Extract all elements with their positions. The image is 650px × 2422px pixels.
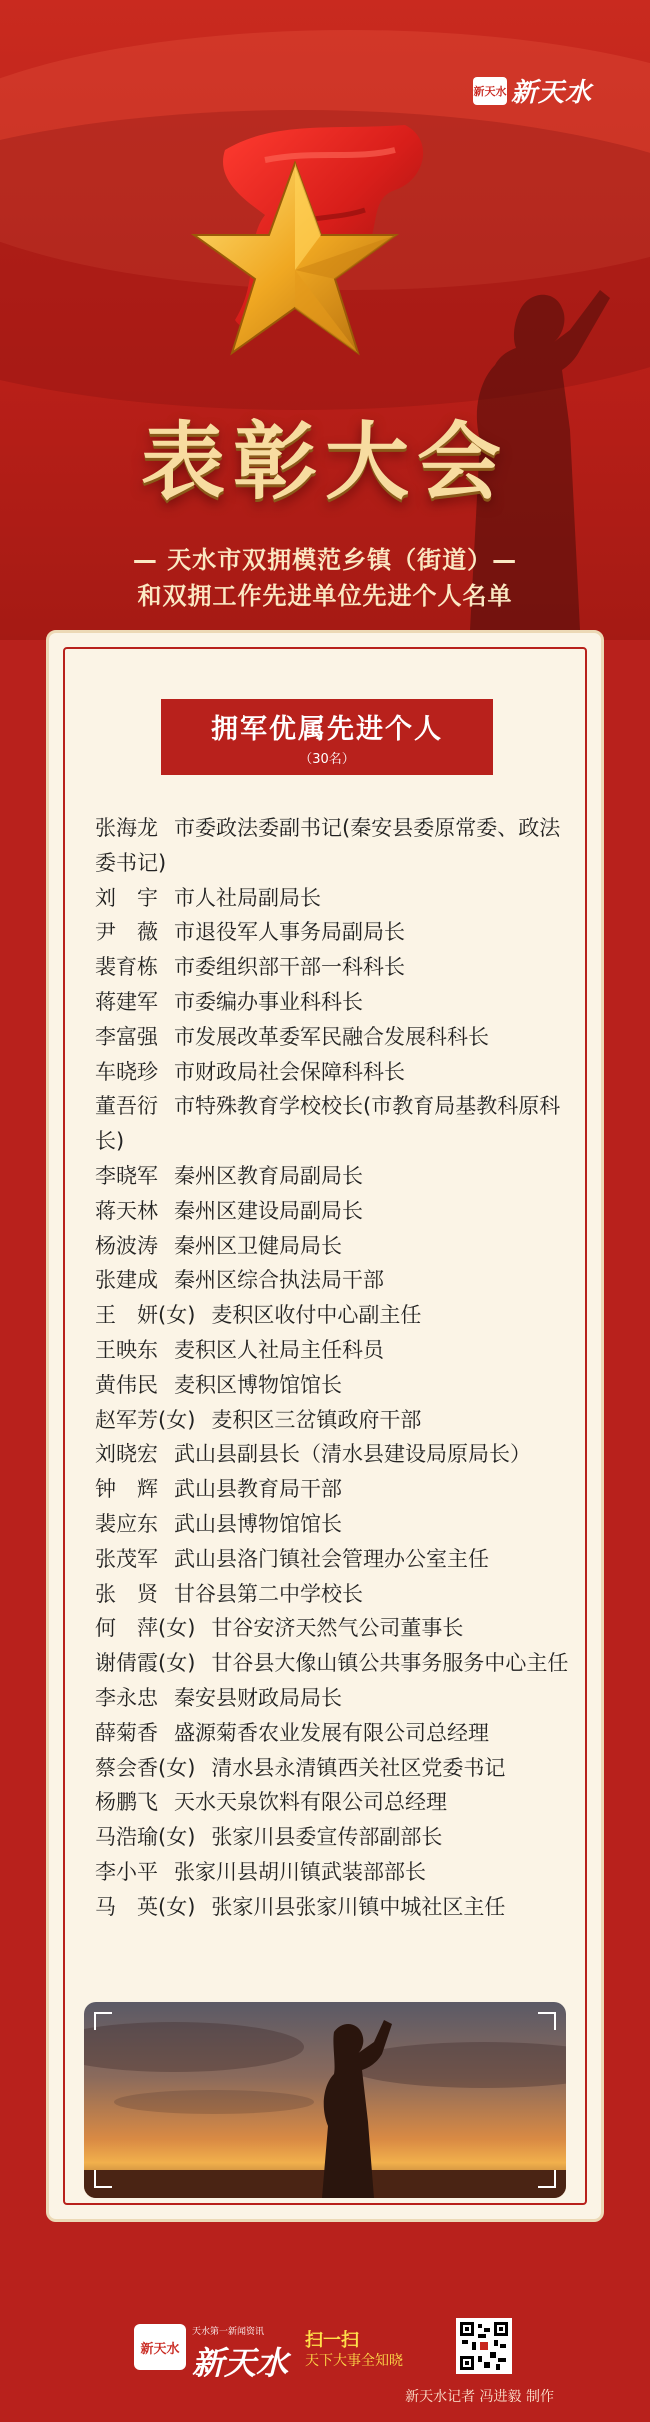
honoree-item bbox=[95, 1785, 575, 1820]
photo-corner bbox=[94, 2012, 112, 2030]
honoree-title: 市财政局社会保障科科长 bbox=[174, 1059, 405, 1084]
honoree-title: 张家川县委宣传部副部长 bbox=[211, 1825, 443, 1850]
honoree-item bbox=[95, 881, 575, 916]
section-title: 拥军优属先进个人 bbox=[211, 714, 443, 745]
honoree-item bbox=[95, 1403, 575, 1438]
honoree-title: 市发展改革委军民融合发展科科长 bbox=[174, 1024, 489, 1049]
honoree-item bbox=[95, 950, 575, 985]
honoree-item bbox=[95, 1194, 575, 1229]
footer-slogan-news: 天下大事全知晓 bbox=[305, 2353, 403, 2369]
honoree-item bbox=[95, 1577, 575, 1612]
honoree-name: 刘 宇 bbox=[95, 885, 158, 910]
honoree-title: 市委组织部干部一科科长 bbox=[174, 955, 405, 980]
brand-logo bbox=[473, 72, 592, 109]
honoree-name: 何 萍(女) bbox=[95, 1616, 196, 1641]
honoree-name: 蒋建军 bbox=[95, 989, 158, 1014]
honoree-title: 甘谷安济天然气公司董事长 bbox=[211, 1616, 464, 1641]
honoree-name: 马浩瑜(女) bbox=[95, 1825, 196, 1850]
honoree-name: 赵军芳(女) bbox=[95, 1407, 196, 1432]
honoree-title: 市退役军人事务局副局长 bbox=[174, 920, 405, 945]
honoree-name: 张海龙 bbox=[95, 816, 158, 840]
honoree-name: 张茂军 bbox=[95, 1546, 158, 1571]
soldier-silhouette-icon bbox=[84, 2002, 566, 2198]
footer-slogan-scan: 扫一扫 bbox=[305, 2330, 359, 2351]
honoree-name: 李富强 bbox=[95, 1024, 158, 1049]
page-title: 表彰大会 bbox=[140, 412, 509, 511]
honoree-item bbox=[95, 811, 575, 881]
honoree-title: 张家川县胡川镇武装部部长 bbox=[174, 1859, 426, 1884]
subtitle-line2: 和双拥工作先进单位先进个人名单 bbox=[137, 582, 513, 610]
honoree-title: 秦安县财政局局长 bbox=[174, 1685, 342, 1710]
section-count: （30名） bbox=[299, 752, 355, 767]
honoree-title: 市人社局副局长 bbox=[174, 885, 321, 910]
honoree-name: 蔡会香(女) bbox=[95, 1755, 196, 1780]
honoree-title: 武山县副县长（清水县建设局原局长） bbox=[174, 1442, 531, 1467]
honoree-name: 李永忠 bbox=[95, 1685, 158, 1710]
honoree-name: 黄伟民 bbox=[95, 1372, 158, 1397]
honoree-name: 张 贤 bbox=[95, 1581, 158, 1606]
honoree-item bbox=[95, 1055, 575, 1090]
honoree-title: 麦积区博物馆馆长 bbox=[174, 1372, 342, 1397]
honoree-item bbox=[95, 1890, 575, 1925]
footer-badge: 新天水 bbox=[134, 2324, 186, 2370]
honoree-item bbox=[95, 1507, 575, 1542]
honoree-title: 天水天泉饮料有限公司总经理 bbox=[174, 1790, 447, 1815]
honoree-item bbox=[95, 1855, 575, 1890]
honoree-title: 麦积区收付中心副主任 bbox=[211, 1303, 422, 1328]
honoree-title: 张家川县张家川镇中城社区主任 bbox=[211, 1894, 506, 1919]
honoree-name: 尹 薇 bbox=[95, 920, 158, 945]
qr-code-icon[interactable] bbox=[456, 2318, 512, 2374]
honoree-name: 李小平 bbox=[95, 1859, 158, 1884]
honoree-item bbox=[95, 1437, 575, 1472]
honoree-title: 武山县博物馆馆长 bbox=[174, 1511, 342, 1536]
honoree-name: 裴应东 bbox=[95, 1511, 158, 1536]
footer-brand-name: 新天水 bbox=[192, 2344, 289, 2382]
honoree-name: 董吾衍 bbox=[95, 1094, 158, 1119]
honoree-item bbox=[95, 1472, 575, 1507]
honoree-item bbox=[95, 1542, 575, 1577]
honoree-name: 薛菊香 bbox=[95, 1720, 158, 1745]
honoree-panel bbox=[46, 630, 604, 2222]
honoree-title: 秦州区卫健局局长 bbox=[174, 1233, 342, 1258]
honoree-item bbox=[95, 915, 575, 950]
honoree-name: 杨鹏飞 bbox=[95, 1790, 158, 1815]
honoree-item bbox=[95, 1298, 575, 1333]
honoree-name: 王 妍(女) bbox=[95, 1303, 196, 1328]
footer bbox=[0, 2240, 650, 2422]
honoree-name: 谢倩霞(女) bbox=[95, 1651, 196, 1676]
honoree-title: 市委政法委副书记(秦安县委原常委、政法委书记) bbox=[95, 816, 561, 875]
brand-badge: 新天水 bbox=[473, 77, 507, 105]
photo-corner bbox=[538, 2012, 556, 2030]
honoree-name: 车晓珍 bbox=[95, 1059, 158, 1084]
hero-banner bbox=[0, 0, 650, 640]
honoree-title: 市特殊教育学校校长(市教育局基教科原科长) bbox=[95, 1094, 561, 1154]
honoree-title: 市委编办事业科科长 bbox=[174, 989, 363, 1014]
honoree-item bbox=[95, 1020, 575, 1055]
subtitle-line1: — 天水市双拥模范乡镇（街道）— bbox=[132, 546, 518, 574]
footer-tagline: 天水第一新闻资讯 bbox=[192, 2327, 265, 2337]
honoree-name: 蒋天林 bbox=[95, 1198, 158, 1223]
qr-pattern bbox=[460, 2322, 508, 2370]
honoree-item bbox=[95, 1089, 575, 1159]
honoree-name: 刘晓宏 bbox=[95, 1442, 158, 1467]
honoree-item bbox=[95, 1611, 575, 1646]
honoree-title: 盛源菊香农业发展有限公司总经理 bbox=[174, 1720, 489, 1745]
honoree-title: 甘谷县第二中学校长 bbox=[174, 1581, 363, 1606]
photo-corner bbox=[538, 2170, 556, 2188]
section-header bbox=[161, 699, 493, 775]
honoree-item bbox=[95, 1159, 575, 1194]
gold-star-icon bbox=[190, 155, 400, 365]
honoree-title: 秦州区建设局副局长 bbox=[174, 1198, 363, 1223]
honoree-name: 张建成 bbox=[95, 1268, 158, 1293]
honoree-title: 武山县洛门镇社会管理办公室主任 bbox=[174, 1546, 489, 1571]
footer-logo bbox=[134, 2324, 186, 2370]
honoree-title: 甘谷县大像山镇公共事务服务中心主任 bbox=[211, 1651, 569, 1676]
honoree-item bbox=[95, 1263, 575, 1298]
brand-name: 新天水 bbox=[510, 78, 592, 108]
honoree-title: 武山县教育局干部 bbox=[174, 1477, 342, 1502]
honoree-item bbox=[95, 1716, 575, 1751]
honoree-title: 麦积区人社局主任科员 bbox=[174, 1337, 384, 1362]
honoree-name: 钟 辉 bbox=[95, 1477, 158, 1502]
honoree-item bbox=[95, 1751, 575, 1786]
honoree-title: 秦州区教育局副局长 bbox=[174, 1163, 363, 1188]
honoree-name: 王映东 bbox=[95, 1337, 158, 1362]
honoree-name: 马 英(女) bbox=[95, 1894, 196, 1919]
honoree-name: 杨波涛 bbox=[95, 1233, 158, 1258]
honoree-item bbox=[95, 1681, 575, 1716]
honoree-item bbox=[95, 1820, 575, 1855]
honoree-title: 秦州区综合执法局干部 bbox=[174, 1268, 384, 1293]
honoree-name: 李晓军 bbox=[95, 1163, 158, 1188]
photo-corner bbox=[94, 2170, 112, 2188]
honoree-item bbox=[95, 1368, 575, 1403]
honoree-title: 清水县永清镇西关社区党委书记 bbox=[211, 1755, 506, 1780]
honoree-title: 麦积区三岔镇政府干部 bbox=[211, 1407, 422, 1432]
honoree-item bbox=[95, 1229, 575, 1264]
footer-credit: 新天水记者 冯进毅 制作 bbox=[405, 2389, 554, 2405]
honoree-list bbox=[95, 811, 575, 1925]
honoree-item bbox=[95, 1646, 575, 1681]
honoree-name: 裴育栋 bbox=[95, 955, 158, 980]
sunset-soldier-photo bbox=[84, 2002, 566, 2198]
honoree-item bbox=[95, 1333, 575, 1368]
honoree-item bbox=[95, 985, 575, 1020]
